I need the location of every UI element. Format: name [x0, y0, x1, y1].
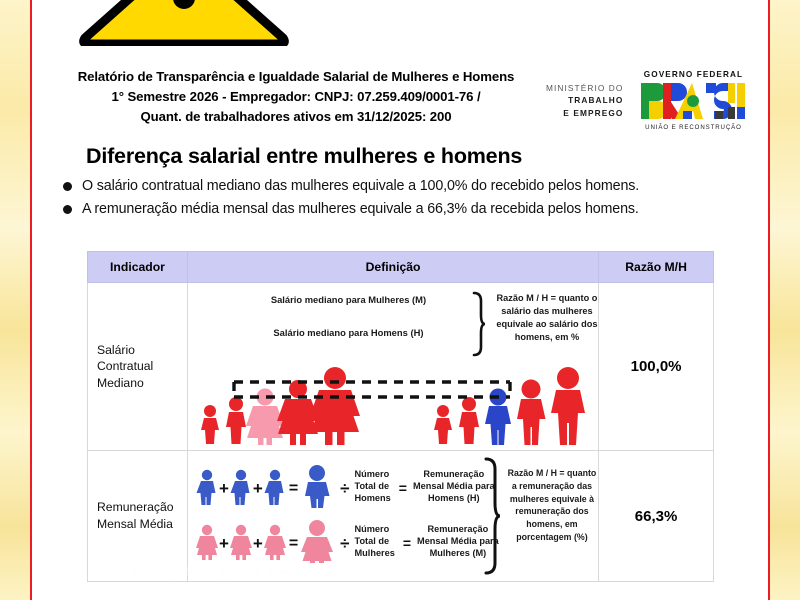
- row-2-definition: [187, 451, 598, 582]
- figure-man-4: [517, 380, 546, 446]
- left-decorative-band: [0, 0, 31, 600]
- row-2-indicator: Remuneração Mensal Média: [88, 451, 188, 582]
- bullet-dot-icon: [63, 205, 72, 214]
- report-title-line-3: Quant. de trabalhadores ativos em 31/12/2025: 200: [140, 109, 452, 125]
- row-1-brace-icon: [472, 291, 486, 357]
- bullet-item: [63, 198, 763, 221]
- row-2-men-count-label: Número Total de Homens: [354, 468, 391, 504]
- row-1-indicator: Salário Contratual Mediano: [88, 283, 188, 451]
- median-dashed-connector: [234, 382, 510, 397]
- column-header-definicao: Definição: [187, 252, 598, 283]
- figure-woman-small-icon: [264, 521, 286, 561]
- division-sign-1: ÷: [340, 478, 350, 498]
- row-2-women-result-label: Remuneração Mensal Média para Mulheres (M): [417, 523, 499, 559]
- equals-sign-1: =: [288, 480, 299, 497]
- warning-triangle-icon: [78, 0, 290, 46]
- brasil-wordmark-icon: [640, 81, 746, 121]
- bullet-text: A remuneração média mensal das mulheres equivale a 66,3% da recebida pelos homens.: [82, 200, 639, 217]
- report-title: [46, 60, 546, 127]
- governo-federal-label: GOVERNO FEDERAL: [643, 70, 744, 79]
- row-2-ratio: 66,3%: [599, 451, 714, 582]
- row-1-salary-labels: [226, 294, 471, 339]
- plus-sign-3: +: [218, 534, 229, 553]
- plus-sign-4: +: [252, 534, 263, 553]
- report-title-line-2: 1° Semestre 2026 - Empregador: CNPJ: 07.259.409/0001-76 /: [111, 89, 481, 105]
- bullet-text: O salário contratual mediano das mulheres equivale a 100,0% do recebido pelos homens.: [82, 178, 640, 194]
- equals-sign-2: =: [398, 480, 407, 496]
- figure-man-1: [434, 405, 452, 444]
- governo-federal-logo: [637, 70, 749, 131]
- figure-man-large-icon: [300, 464, 334, 508]
- report-header: [34, 60, 766, 138]
- row-2-brace-icon: [484, 457, 501, 575]
- right-decorative-band: [770, 0, 800, 600]
- government-branding: [546, 60, 766, 131]
- right-red-rule: [768, 0, 770, 600]
- row-2-men-result-label: Remuneração Mensal Média para Homens (H): [412, 468, 495, 504]
- row-2-women-equation: [196, 519, 499, 563]
- figure-woman-1: [201, 405, 219, 444]
- ministry-label: [546, 82, 623, 120]
- figure-man-small-icon: [196, 466, 218, 506]
- equals-sign-4: =: [402, 535, 412, 551]
- table-header-row: [88, 252, 714, 283]
- row-1-pictogram: [188, 365, 600, 447]
- ministry-line-3: E EMPREGO: [563, 107, 624, 118]
- figure-woman-2: [226, 397, 246, 444]
- row-2-note: Razão M / H = quanto a remuneração das mulheres equivale à remuneração dos homens, em porcentagem (%): [507, 468, 597, 542]
- footer-faint-text: Relatório de Transparência e Igualdade Salarial: [88, 567, 300, 578]
- row-1-label-men: Salário mediano para Homens (H): [273, 327, 424, 339]
- figure-woman-large-icon: [300, 519, 334, 563]
- figure-woman-small-icon: [196, 521, 218, 561]
- row-1-label-women: Salário mediano para Mulheres (M): [270, 294, 427, 305]
- ministry-line-2: TRABALHO: [568, 95, 624, 106]
- summary-bullets: [63, 175, 763, 220]
- left-red-rule: [30, 0, 32, 600]
- ministry-line-1: MINISTÉRIO DO: [546, 82, 624, 93]
- figure-man-2: [459, 397, 479, 444]
- plus-sign-2: +: [252, 479, 263, 498]
- report-title-line-1: Relatório de Transparência e Igualdade Salarial de Mulheres e Homens: [77, 69, 515, 84]
- figure-man-small-icon: [264, 466, 286, 506]
- column-header-indicador: Indicador: [88, 252, 188, 283]
- figure-man-small-icon: [230, 466, 252, 506]
- row-2-women-count-label: Número Total de Mulheres: [354, 523, 395, 559]
- figure-woman-small-icon: [230, 521, 252, 561]
- column-header-razao: Razão M/H: [599, 252, 714, 283]
- table-row: [88, 283, 714, 451]
- equals-sign-3: =: [288, 535, 299, 552]
- bullet-item: [63, 175, 763, 198]
- row-1-definition: [187, 283, 598, 451]
- row-1-note: Razão M / H = quanto o salário das mulheres equivale ao salário dos homens, em %: [496, 293, 598, 343]
- indicators-table: [87, 251, 714, 582]
- row-1-ratio: 100,0%: [599, 283, 714, 451]
- plus-sign-1: +: [218, 479, 229, 498]
- figure-man-5: [551, 367, 585, 445]
- table-row: [88, 451, 714, 582]
- row-2-men-equation: [196, 464, 495, 508]
- division-sign-2: ÷: [340, 533, 350, 553]
- uniao-reconstrucao-label: UNIÃO E RECONSTRUÇÃO: [645, 124, 742, 131]
- bullet-dot-icon: [63, 182, 72, 191]
- page-title: Diferença salarial entre mulheres e homens: [86, 144, 523, 168]
